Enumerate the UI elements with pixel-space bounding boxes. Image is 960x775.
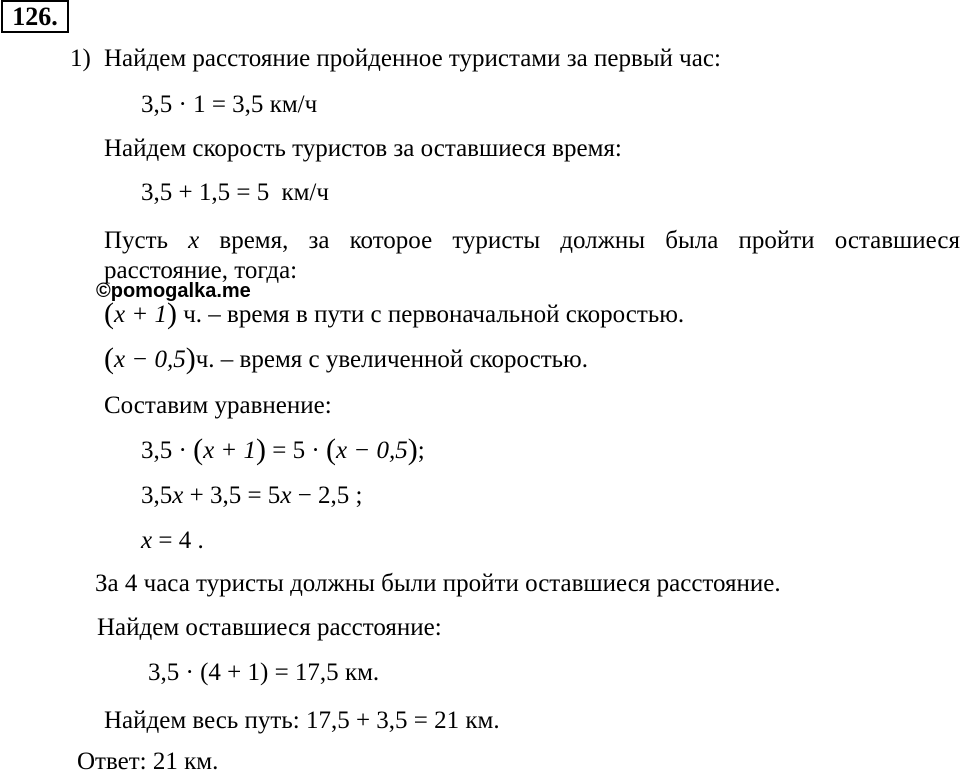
equation-part: x — [172, 482, 184, 509]
formula-unit: км/ч — [281, 179, 329, 206]
formula-expression: 3,5 · 1 = 3,5 — [141, 91, 264, 118]
paren-right: ) — [256, 433, 267, 466]
step-label: 1) — [70, 45, 91, 72]
formula-inner: x − 0,5 — [114, 346, 186, 373]
equation-part: ; — [417, 437, 425, 464]
text-line-total-path: Найдем весь путь: 17,5 + 3,5 = 21 км. — [104, 707, 500, 734]
text-fragment: ч. – время в пути с первоначальной скоростью. — [183, 301, 685, 328]
text-line-four-hours: За 4 часа туристы должны были пройти оставшиеся расстояние. — [95, 570, 781, 597]
equation-1 — [141, 434, 425, 464]
equation-part: 3,5 · — [141, 437, 194, 464]
paren-left: ( — [104, 342, 114, 375]
formula-expression: 3,5 + 1,5 = 5 — [141, 179, 270, 206]
equation-part: x − 0,5 — [335, 437, 408, 464]
equation-part: x — [280, 482, 292, 509]
paren-right: ) — [166, 297, 177, 330]
text-line-find-speed: Найдем скорость туристов за оставшиеся время: — [104, 135, 622, 162]
equation-part: x — [141, 527, 153, 554]
paren-right: ) — [407, 433, 418, 466]
paren-left: ( — [104, 297, 114, 330]
paren-left: ( — [325, 433, 336, 466]
equation-part: = 5 · — [266, 437, 326, 464]
formula-unit: км. — [344, 659, 380, 686]
answer-line: Ответ: 21 км. — [77, 748, 219, 775]
formula-unit: км/ч — [269, 91, 318, 118]
formula-remaining-distance — [148, 660, 379, 685]
formula-expression: 3,5 · (4 + 1) = 17,5 — [148, 659, 339, 686]
equation-part: − 2,5 ; — [291, 482, 363, 509]
equation-2 — [141, 483, 362, 508]
watermark: ©pomogalka.me — [96, 280, 251, 302]
text-line-first-hour: Найдем расстояние пройденное туристами за первый час: — [104, 45, 721, 72]
equation-part: + 3,5 = 5 — [183, 482, 281, 509]
variable-x: x — [188, 227, 200, 254]
text-line-compose-equation: Составим уравнение: — [104, 392, 332, 419]
formula-inner: x + 1 — [114, 301, 167, 328]
equation-3 — [141, 528, 204, 553]
equation-part: = 4 . — [152, 527, 204, 554]
equation-part: 3,5 — [141, 482, 173, 509]
equation-part: x + 1 — [203, 437, 257, 464]
text-fragment: ч. – время с увеличенной скоростью. — [195, 346, 588, 373]
text-fragment: Пусть — [104, 227, 189, 254]
formula-new-speed — [141, 180, 329, 205]
text-line-let-x — [104, 228, 960, 253]
text-line-distance-then: расстояние, тогда: — [104, 257, 298, 284]
text-line-find-remaining: Найдем оставшиеся расстояние: — [97, 614, 442, 641]
paren-left: ( — [193, 433, 204, 466]
line-time-initial-speed — [104, 298, 684, 328]
problem-number: 126. — [1, 0, 69, 33]
paren-right: ) — [185, 342, 196, 375]
line-time-increased-speed — [104, 343, 588, 373]
formula-first-hour-distance — [141, 92, 317, 117]
text-fragment: время, за которое туристы должны была пройти оставшиеся — [199, 227, 960, 254]
